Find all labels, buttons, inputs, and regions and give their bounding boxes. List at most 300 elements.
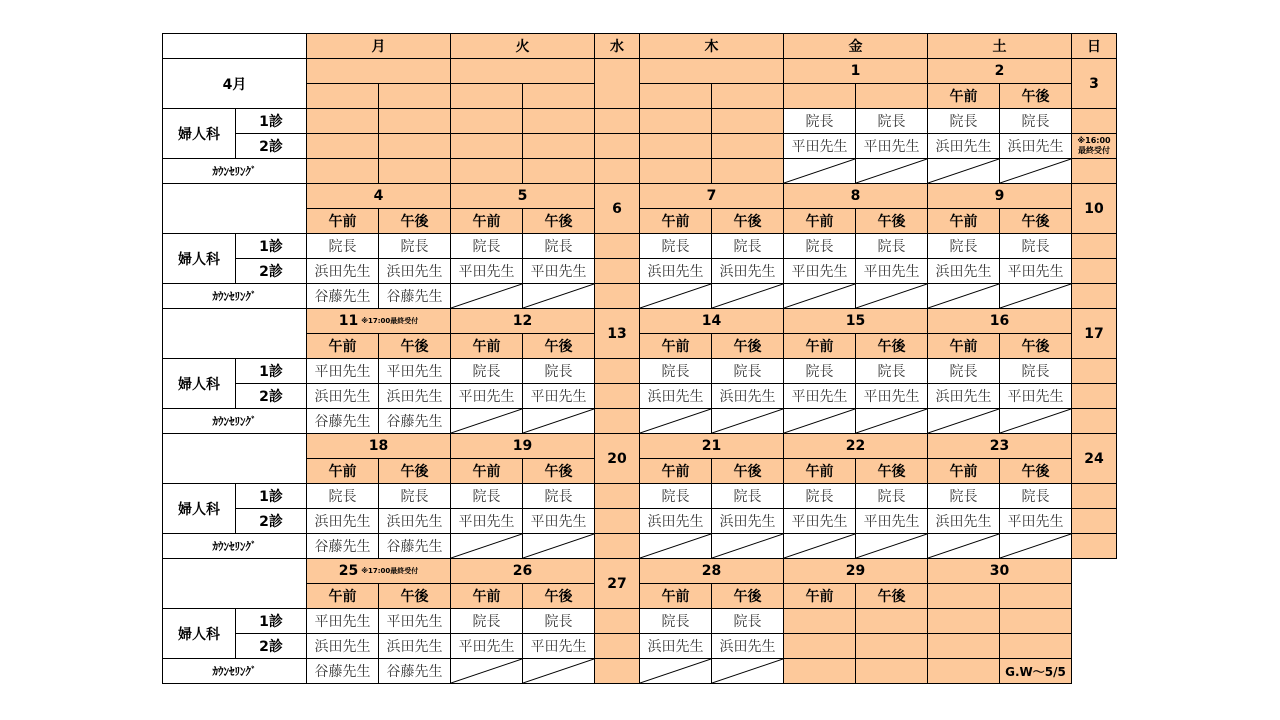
late-reception-note: ※17:00最終受付	[361, 567, 419, 575]
am-label: 午前	[927, 208, 1000, 234]
pm-label: 午後	[711, 208, 784, 234]
date-number: 29	[845, 563, 866, 579]
date-number: 8	[850, 188, 861, 204]
counseling-am-fri-week-4	[783, 658, 856, 684]
first-room-pm-sat-week-3: 院長	[999, 483, 1072, 509]
am-label: 午前	[450, 458, 523, 484]
wed-closed-cell	[594, 258, 640, 284]
am-label: 午前	[306, 333, 379, 359]
first-room-am-sat-week-1: 院長	[927, 233, 1000, 259]
date-number: 7	[706, 188, 717, 204]
date-number: 4	[373, 188, 384, 204]
first-room-pm-tue-week-1: 院長	[522, 233, 595, 259]
second-room-pm-sat-week-3: 平田先生	[999, 508, 1072, 534]
empty-cell	[522, 83, 595, 109]
date-number: 30	[989, 563, 1010, 579]
sun-closed-cell	[1071, 108, 1117, 134]
first-room-am-thu-week-1: 院長	[639, 233, 712, 259]
second-room-pm-thu-week-3: 浜田先生	[711, 508, 784, 534]
first-room-pm-mon-week-1: 院長	[378, 233, 451, 259]
date-number: 1	[850, 63, 861, 79]
counseling-am-sat-week-3	[927, 533, 1000, 559]
first-room-am-tue-week-3: 院長	[450, 483, 523, 509]
counseling-label-week-3: ｶｳﾝｾﾘﾝｸﾞ	[162, 533, 307, 559]
counseling-pm-thu-week-3	[711, 533, 784, 559]
second-room-pm-thu-week-2: 浜田先生	[711, 383, 784, 409]
second-room-am-mon-week-1: 浜田先生	[306, 258, 379, 284]
wed-closed-cell	[594, 408, 640, 434]
first-room-pm-mon-week-2: 平田先生	[378, 358, 451, 384]
second-room-am-fri-week-4	[783, 633, 856, 659]
first-room-pm-sat-week-4	[999, 608, 1072, 634]
empty-cell	[855, 83, 928, 109]
first-room-pm-thu-week-3: 院長	[711, 483, 784, 509]
first-room-pm-mon-week-0	[378, 108, 451, 134]
pm-label: 午後	[855, 458, 928, 484]
second-room-am-thu-week-3: 浜田先生	[639, 508, 712, 534]
date-fri-week-0	[783, 58, 928, 84]
second-room-am-thu-week-1: 浜田先生	[639, 258, 712, 284]
date-fri-week-3	[783, 433, 928, 459]
date-thu-week-2	[639, 308, 784, 334]
second-room-pm-thu-week-1: 浜田先生	[711, 258, 784, 284]
sun-closed-cell	[1071, 233, 1117, 259]
second-room-am-tue-week-2: 平田先生	[450, 383, 523, 409]
second-room-pm-tue-week-1: 平田先生	[522, 258, 595, 284]
second-room-am-tue-week-4: 平田先生	[450, 633, 523, 659]
counseling-am-fri-week-2	[783, 408, 856, 434]
counseling-pm-thu-week-0	[711, 158, 784, 184]
second-room-am-tue-week-1: 平田先生	[450, 258, 523, 284]
first-room-pm-tue-week-4: 院長	[522, 608, 595, 634]
am-label: 午前	[306, 458, 379, 484]
counseling-pm-mon-week-2: 谷藤先生	[378, 408, 451, 434]
gyn-label-week-2: 婦人科	[162, 358, 236, 409]
note-line-2: 最終受付	[1078, 146, 1110, 155]
date-sun-week-1: 10	[1071, 183, 1117, 234]
second-room-pm-mon-week-1: 浜田先生	[378, 258, 451, 284]
second-room-am-thu-week-4: 浜田先生	[639, 633, 712, 659]
first-room-pm-fri-week-1: 院長	[855, 233, 928, 259]
counseling-pm-fri-week-0	[855, 158, 928, 184]
counseling-am-tue-week-1	[450, 283, 523, 309]
second-room-am-thu-week-2: 浜田先生	[639, 383, 712, 409]
first-room-label-week-0: 1診	[235, 108, 307, 134]
date-thu-week-0	[639, 58, 784, 84]
date-sat-week-3	[927, 433, 1072, 459]
am-label: 午前	[783, 333, 856, 359]
date-number: 2	[994, 63, 1005, 79]
am-label: 午前	[639, 458, 712, 484]
wed-closed-cell	[594, 633, 640, 659]
counseling-pm-tue-week-3	[522, 533, 595, 559]
counseling-am-tue-week-3	[450, 533, 523, 559]
second-room-am-mon-week-3: 浜田先生	[306, 508, 379, 534]
counseling-am-sat-week-2	[927, 408, 1000, 434]
first-room-pm-tue-week-3: 院長	[522, 483, 595, 509]
second-room-pm-sat-week-1: 平田先生	[999, 258, 1072, 284]
date-number: 14	[701, 313, 722, 329]
am-label: 午前	[783, 458, 856, 484]
counseling-pm-tue-week-4	[522, 658, 595, 684]
date-tue-week-1	[450, 183, 595, 209]
date-number: 15	[845, 313, 866, 329]
counseling-pm-thu-week-1	[711, 283, 784, 309]
counseling-pm-tue-week-2	[522, 408, 595, 434]
second-room-am-sat-week-4	[927, 633, 1000, 659]
pm-label: 午後	[522, 333, 595, 359]
empty-cell	[378, 83, 451, 109]
first-room-am-fri-week-3: 院長	[783, 483, 856, 509]
counseling-am-mon-week-2: 谷藤先生	[306, 408, 379, 434]
pm-label: 午後	[855, 333, 928, 359]
am-label: 午前	[927, 458, 1000, 484]
counseling-am-thu-week-3	[639, 533, 712, 559]
counseling-am-tue-week-4	[450, 658, 523, 684]
second-room-am-fri-week-1: 平田先生	[783, 258, 856, 284]
date-sat-week-4	[927, 558, 1072, 584]
counseling-pm-sat-week-3	[999, 533, 1072, 559]
date-fri-week-4	[783, 558, 928, 584]
second-room-label-week-3: 2診	[235, 508, 307, 534]
pm-label: 午後	[378, 458, 451, 484]
gyn-label-week-0: 婦人科	[162, 108, 236, 159]
counseling-pm-sat-week-1	[999, 283, 1072, 309]
counseling-pm-thu-week-2	[711, 408, 784, 434]
first-room-am-fri-week-0: 院長	[783, 108, 856, 134]
date-number: 26	[512, 563, 533, 579]
date-mon-week-2	[306, 308, 451, 334]
sun-closed-cell	[1071, 258, 1117, 284]
counseling-label-week-2: ｶｳﾝｾﾘﾝｸﾞ	[162, 408, 307, 434]
first-room-am-sat-week-4	[927, 608, 1000, 634]
am-label: 午前	[927, 83, 1000, 109]
am-label: 午前	[306, 208, 379, 234]
sun-closed-cell	[1071, 533, 1117, 559]
second-room-am-fri-week-2: 平田先生	[783, 383, 856, 409]
wed-closed-cell	[594, 658, 640, 684]
am-label: 午前	[783, 583, 856, 609]
empty-cell	[306, 83, 379, 109]
date-number: 21	[701, 438, 722, 454]
first-room-am-sat-week-3: 院長	[927, 483, 1000, 509]
counseling-pm-tue-week-1	[522, 283, 595, 309]
day-header-sun: 日	[1071, 33, 1117, 59]
sunday-reception-note	[1071, 133, 1117, 159]
sun-closed-cell	[1071, 158, 1117, 184]
date-number: 28	[701, 563, 722, 579]
date-wed-week-4: 27	[594, 558, 640, 609]
date-thu-week-1	[639, 183, 784, 209]
counseling-label-week-1: ｶｳﾝｾﾘﾝｸﾞ	[162, 283, 307, 309]
wed-closed-cell	[594, 608, 640, 634]
date-number: 22	[845, 438, 866, 454]
counseling-am-thu-week-4	[639, 658, 712, 684]
counseling-am-sat-week-4	[927, 658, 1000, 684]
date-tue-week-0	[450, 58, 595, 84]
date-tue-week-2	[450, 308, 595, 334]
first-room-am-mon-week-0	[306, 108, 379, 134]
counseling-am-mon-week-1: 谷藤先生	[306, 283, 379, 309]
first-room-pm-thu-week-2: 院長	[711, 358, 784, 384]
counseling-am-thu-week-2	[639, 408, 712, 434]
week-3-label-blank	[162, 433, 307, 484]
second-room-am-mon-week-0	[306, 133, 379, 159]
counseling-label-week-0: ｶｳﾝｾﾘﾝｸﾞ	[162, 158, 307, 184]
second-room-pm-sat-week-0: 浜田先生	[999, 133, 1072, 159]
wed-closed-cell	[594, 358, 640, 384]
second-room-am-tue-week-3: 平田先生	[450, 508, 523, 534]
date-wed-week-2: 13	[594, 308, 640, 359]
sun-closed-cell	[1071, 408, 1117, 434]
wed-closed-cell	[594, 233, 640, 259]
pm-label: 午後	[855, 208, 928, 234]
pm-label: 午後	[711, 333, 784, 359]
pm-label: 午後	[855, 583, 928, 609]
counseling-am-fri-week-0	[783, 158, 856, 184]
counseling-am-fri-week-3	[783, 533, 856, 559]
second-room-pm-tue-week-3: 平田先生	[522, 508, 595, 534]
first-room-pm-tue-week-2: 院長	[522, 358, 595, 384]
first-room-am-sat-week-2: 院長	[927, 358, 1000, 384]
first-room-label-week-4: 1診	[235, 608, 307, 634]
second-room-am-tue-week-0	[450, 133, 523, 159]
pm-label: 午後	[999, 83, 1072, 109]
pm-label: 午後	[378, 583, 451, 609]
counseling-pm-fri-week-3	[855, 533, 928, 559]
second-room-am-fri-week-0: 平田先生	[783, 133, 856, 159]
date-sun-week-0: 3	[1071, 58, 1117, 109]
second-room-label-week-0: 2診	[235, 133, 307, 159]
second-room-am-thu-week-0	[639, 133, 712, 159]
sun-closed-cell	[1071, 383, 1117, 409]
second-room-label-week-1: 2診	[235, 258, 307, 284]
wed-closed-cell	[594, 483, 640, 509]
first-room-pm-sat-week-1: 院長	[999, 233, 1072, 259]
second-room-pm-thu-week-4: 浜田先生	[711, 633, 784, 659]
first-room-pm-fri-week-4	[855, 608, 928, 634]
second-room-pm-tue-week-0	[522, 133, 595, 159]
counseling-pm-tue-week-0	[522, 158, 595, 184]
second-room-pm-sat-week-2: 平田先生	[999, 383, 1072, 409]
second-room-pm-fri-week-1: 平田先生	[855, 258, 928, 284]
first-room-pm-fri-week-3: 院長	[855, 483, 928, 509]
date-mon-week-0	[306, 58, 451, 84]
first-room-pm-mon-week-3: 院長	[378, 483, 451, 509]
week-4-label-blank	[162, 558, 307, 609]
empty-cell	[927, 583, 1000, 609]
am-label: 午前	[639, 208, 712, 234]
am-label: 午前	[783, 208, 856, 234]
counseling-pm-fri-week-1	[855, 283, 928, 309]
first-room-pm-thu-week-4: 院長	[711, 608, 784, 634]
sun-closed-cell	[1071, 483, 1117, 509]
am-label: 午前	[639, 583, 712, 609]
second-room-pm-sat-week-4	[999, 633, 1072, 659]
wed-closed-cell	[594, 133, 640, 159]
sun-closed-cell	[1071, 283, 1117, 309]
am-label: 午前	[927, 333, 1000, 359]
pm-label: 午後	[522, 583, 595, 609]
golden-week-note: G.W～5/5	[1000, 659, 1071, 683]
counseling-am-thu-week-1	[639, 283, 712, 309]
second-room-pm-tue-week-2: 平田先生	[522, 383, 595, 409]
first-room-am-fri-week-2: 院長	[783, 358, 856, 384]
counseling-pm-fri-week-4	[855, 658, 928, 684]
date-sun-week-3: 24	[1071, 433, 1117, 484]
date-thu-week-4	[639, 558, 784, 584]
second-room-am-fri-week-3: 平田先生	[783, 508, 856, 534]
counseling-pm-mon-week-4: 谷藤先生	[378, 658, 451, 684]
am-label: 午前	[450, 333, 523, 359]
date-number: 23	[989, 438, 1010, 454]
day-header-sat: 土	[927, 33, 1072, 59]
date-number: 18	[368, 438, 389, 454]
am-label: 午前	[639, 333, 712, 359]
second-room-am-sat-week-1: 浜田先生	[927, 258, 1000, 284]
counseling-label-week-4: ｶｳﾝｾﾘﾝｸﾞ	[162, 658, 307, 684]
second-room-label-week-4: 2診	[235, 633, 307, 659]
first-room-am-mon-week-4: 平田先生	[306, 608, 379, 634]
second-room-pm-mon-week-4: 浜田先生	[378, 633, 451, 659]
week-2-label-blank	[162, 308, 307, 359]
pm-label: 午後	[999, 208, 1072, 234]
date-tue-week-4	[450, 558, 595, 584]
counseling-am-mon-week-0	[306, 158, 379, 184]
counseling-pm-sat-week-2	[999, 408, 1072, 434]
first-room-pm-tue-week-0	[522, 108, 595, 134]
gyn-label-week-3: 婦人科	[162, 483, 236, 534]
first-room-am-mon-week-1: 院長	[306, 233, 379, 259]
date-wed-week-1: 6	[594, 183, 640, 234]
date-sat-week-0	[927, 58, 1072, 84]
pm-label: 午後	[378, 333, 451, 359]
am-label: 午前	[450, 208, 523, 234]
second-room-pm-thu-week-0	[711, 133, 784, 159]
date-thu-week-3	[639, 433, 784, 459]
first-room-am-tue-week-2: 院長	[450, 358, 523, 384]
pm-label: 午後	[999, 458, 1072, 484]
date-wed-week-3: 20	[594, 433, 640, 484]
counseling-pm-thu-week-4	[711, 658, 784, 684]
late-reception-note: ※17:00最終受付	[361, 317, 419, 325]
pm-label: 午後	[522, 208, 595, 234]
counseling-am-tue-week-2	[450, 408, 523, 434]
pm-label: 午後	[378, 208, 451, 234]
gyn-label-week-1: 婦人科	[162, 233, 236, 284]
empty-cell	[711, 83, 784, 109]
pm-label: 午後	[999, 333, 1072, 359]
counseling-pm-mon-week-3: 谷藤先生	[378, 533, 451, 559]
second-room-label-week-2: 2診	[235, 383, 307, 409]
first-room-pm-sat-week-0: 院長	[999, 108, 1072, 134]
date-sat-week-1	[927, 183, 1072, 209]
counseling-am-mon-week-3: 谷藤先生	[306, 533, 379, 559]
second-room-pm-mon-week-2: 浜田先生	[378, 383, 451, 409]
second-room-am-sat-week-3: 浜田先生	[927, 508, 1000, 534]
empty-cell	[639, 83, 712, 109]
wed-closed-cell	[594, 383, 640, 409]
counseling-pm-mon-week-1: 谷藤先生	[378, 283, 451, 309]
second-room-pm-mon-week-0	[378, 133, 451, 159]
counseling-am-sat-week-1	[927, 283, 1000, 309]
date-number: 12	[512, 313, 533, 329]
second-room-pm-fri-week-0: 平田先生	[855, 133, 928, 159]
first-room-pm-thu-week-0	[711, 108, 784, 134]
counseling-am-thu-week-0	[639, 158, 712, 184]
counseling-am-fri-week-1	[783, 283, 856, 309]
first-room-label-week-3: 1診	[235, 483, 307, 509]
note-line-1: ※16:00	[1077, 136, 1111, 145]
month-label: 4月	[162, 58, 307, 109]
counseling-pm-fri-week-2	[855, 408, 928, 434]
date-number: 16	[989, 313, 1010, 329]
first-room-label-week-2: 1診	[235, 358, 307, 384]
day-header-wed: 水	[594, 33, 640, 59]
first-room-pm-fri-week-0: 院長	[855, 108, 928, 134]
first-room-am-thu-week-4: 院長	[639, 608, 712, 634]
pm-label: 午後	[711, 458, 784, 484]
first-room-am-mon-week-3: 院長	[306, 483, 379, 509]
first-room-am-tue-week-1: 院長	[450, 233, 523, 259]
first-room-am-sat-week-0: 院長	[927, 108, 1000, 134]
wed-closed-cell	[594, 508, 640, 534]
counseling-pm-sat-week-0	[999, 158, 1072, 184]
first-room-am-fri-week-4	[783, 608, 856, 634]
counseling-am-sat-week-0	[927, 158, 1000, 184]
second-room-am-mon-week-2: 浜田先生	[306, 383, 379, 409]
day-header-tue: 火	[450, 33, 595, 59]
first-room-am-thu-week-2: 院長	[639, 358, 712, 384]
gyn-label-week-4: 婦人科	[162, 608, 236, 659]
first-room-am-fri-week-1: 院長	[783, 233, 856, 259]
empty-cell	[450, 83, 523, 109]
date-number: 11	[338, 313, 359, 329]
date-sun-week-2: 17	[1071, 308, 1117, 359]
first-room-label-week-1: 1診	[235, 233, 307, 259]
first-room-am-thu-week-3: 院長	[639, 483, 712, 509]
date-number: 25	[338, 563, 359, 579]
date-tue-week-3	[450, 433, 595, 459]
date-fri-week-1	[783, 183, 928, 209]
first-room-am-tue-week-0	[450, 108, 523, 134]
date-number: 19	[512, 438, 533, 454]
second-room-am-mon-week-4: 浜田先生	[306, 633, 379, 659]
first-room-am-tue-week-4: 院長	[450, 608, 523, 634]
second-room-pm-tue-week-4: 平田先生	[522, 633, 595, 659]
wed-closed-cell	[594, 158, 640, 184]
week-1-label-blank	[162, 183, 307, 234]
date-wed-week-0	[594, 58, 640, 109]
empty-cell	[999, 583, 1072, 609]
wed-closed-cell	[594, 283, 640, 309]
second-room-pm-fri-week-3: 平田先生	[855, 508, 928, 534]
header-corner	[162, 33, 307, 59]
counseling-am-tue-week-0	[450, 158, 523, 184]
sun-closed-cell	[1071, 508, 1117, 534]
first-room-am-mon-week-2: 平田先生	[306, 358, 379, 384]
date-mon-week-4	[306, 558, 451, 584]
date-sat-week-2	[927, 308, 1072, 334]
wed-closed-cell	[594, 533, 640, 559]
date-mon-week-1	[306, 183, 451, 209]
second-room-am-sat-week-2: 浜田先生	[927, 383, 1000, 409]
first-room-pm-fri-week-2: 院長	[855, 358, 928, 384]
sun-closed-cell	[1071, 358, 1117, 384]
pm-label: 午後	[522, 458, 595, 484]
date-number: 9	[994, 188, 1005, 204]
first-room-pm-mon-week-4: 平田先生	[378, 608, 451, 634]
